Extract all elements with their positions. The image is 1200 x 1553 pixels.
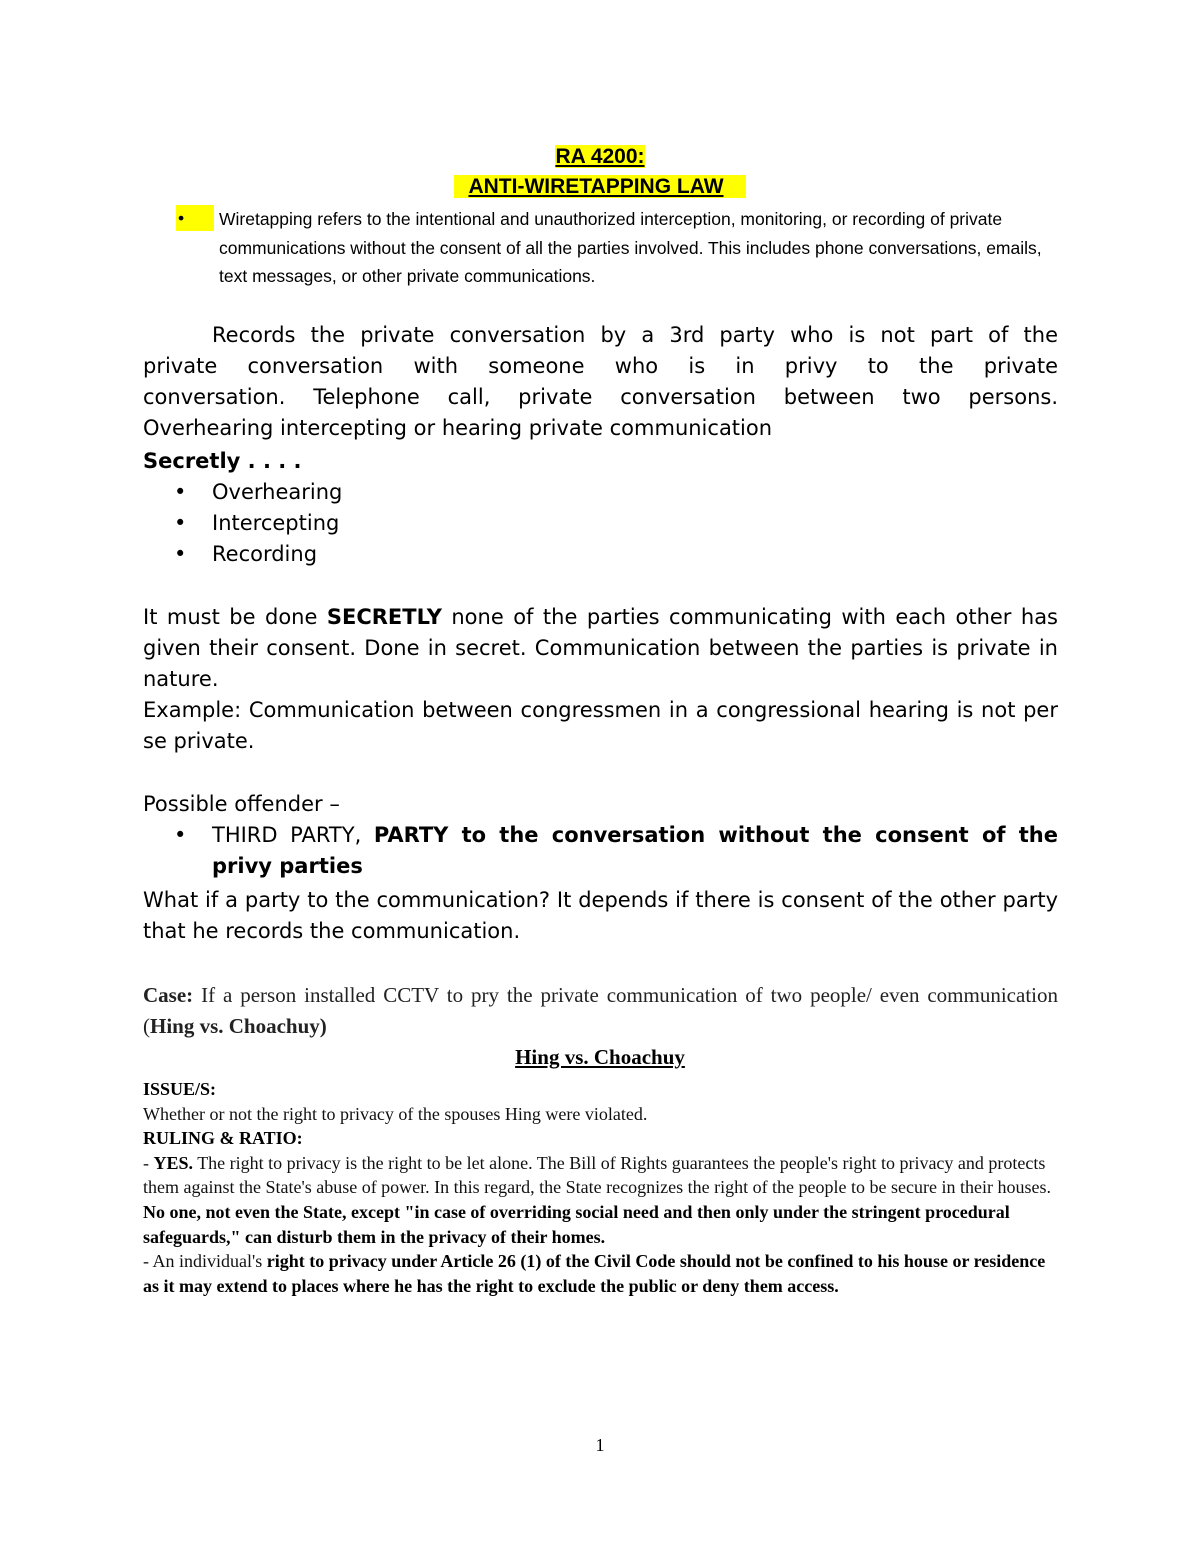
case-title: Hing vs. Choachuy xyxy=(515,1045,685,1069)
case-label: Case: xyxy=(143,983,194,1007)
case-paragraph xyxy=(143,980,1058,1042)
list-item: • Intercepting xyxy=(143,508,1058,539)
bullet-icon: • xyxy=(176,205,214,231)
list-item: • Overhearing xyxy=(143,477,1058,508)
paragraph-records xyxy=(143,320,1058,444)
ruling-point-1: - YES. The right to privacy is the right to be let alone. The Bill of Rights guarantees the people's right to privacy and protects them against the State's abuse of power. In this regard, the State recognizes the right of the people to be secure in their houses. No one, not even the State, except "in case of overriding social need and then only under the stringent procedural safeguards," can disturb them in the privacy of their homes. xyxy=(143,1152,1051,1247)
page-number: 1 xyxy=(595,1435,605,1455)
ruling-point-2: - An individual's right to privacy under Article 26 (1) of the Civil Code should not be confined to his house or residence as it may extend to places where he has the right to exclude the public or deny them access. xyxy=(143,1251,1046,1296)
paragraph-secretly xyxy=(143,602,1058,757)
offender-list xyxy=(143,820,1058,882)
case-reference: Hing vs. Choachuy) xyxy=(150,1014,327,1038)
text-run-bold: PARTY to the conversation without the consent of the privy parties xyxy=(212,823,1058,878)
ruling-section xyxy=(143,1077,1058,1298)
offender-heading: Possible offender – xyxy=(143,792,340,816)
text-run-bold: SECRETLY xyxy=(326,605,442,629)
issue-label: ISSUE/S: xyxy=(143,1079,217,1099)
paragraph-secretly-body xyxy=(143,602,1058,695)
paragraph-line: Records the private conversation by a 3rd party who is not part of the xyxy=(212,323,1058,347)
list-item xyxy=(143,820,1058,882)
document-title-line2: ANTI-WIRETAPPING LAW xyxy=(0,175,1200,199)
secretly-list xyxy=(143,477,1058,570)
list-item: • Recording xyxy=(143,539,1058,570)
issue-text: Whether or not the right to privacy of the spouses Hing were violated. xyxy=(143,1103,648,1124)
document-title-line1: RA 4200: xyxy=(555,145,645,168)
text-run: It must be done xyxy=(143,605,327,629)
text-run: none of the parties communicating with each other has given their consent. Done in secret. Communication between the parties is private in nature. xyxy=(143,605,1059,691)
paragraph-line: conversation. Telephone call, private conversation between two persons. xyxy=(143,385,1058,409)
paragraph-line: Overhearing intercepting or hearing private communication xyxy=(143,416,773,440)
secretly-heading: Secretly . . . . xyxy=(143,449,302,473)
ruling-label: RULING & RATIO: xyxy=(143,1128,303,1149)
text-run: If a person installed CCTV to pry the private communication of two people/ even communication ( xyxy=(143,983,1058,1038)
definition-bullet xyxy=(178,205,1062,291)
paragraph-example: Example: Communication between congressmen in a congressional hearing is not per se private. xyxy=(143,698,1058,753)
definition-text: Wiretapping refers to the intentional and unauthorized interception, monitoring, or recording of private communications without the consent of all the parties involved. This includes phone conversations, emails, text messages, or other private communications. xyxy=(219,209,1042,286)
offender-question: What if a party to the communication? It depends if there is consent of the other party that he records the communication. xyxy=(143,888,1058,943)
paragraph-line: private conversation with someone who is in privy to the private xyxy=(143,354,1058,378)
text-run: THIRD PARTY, xyxy=(212,823,374,847)
